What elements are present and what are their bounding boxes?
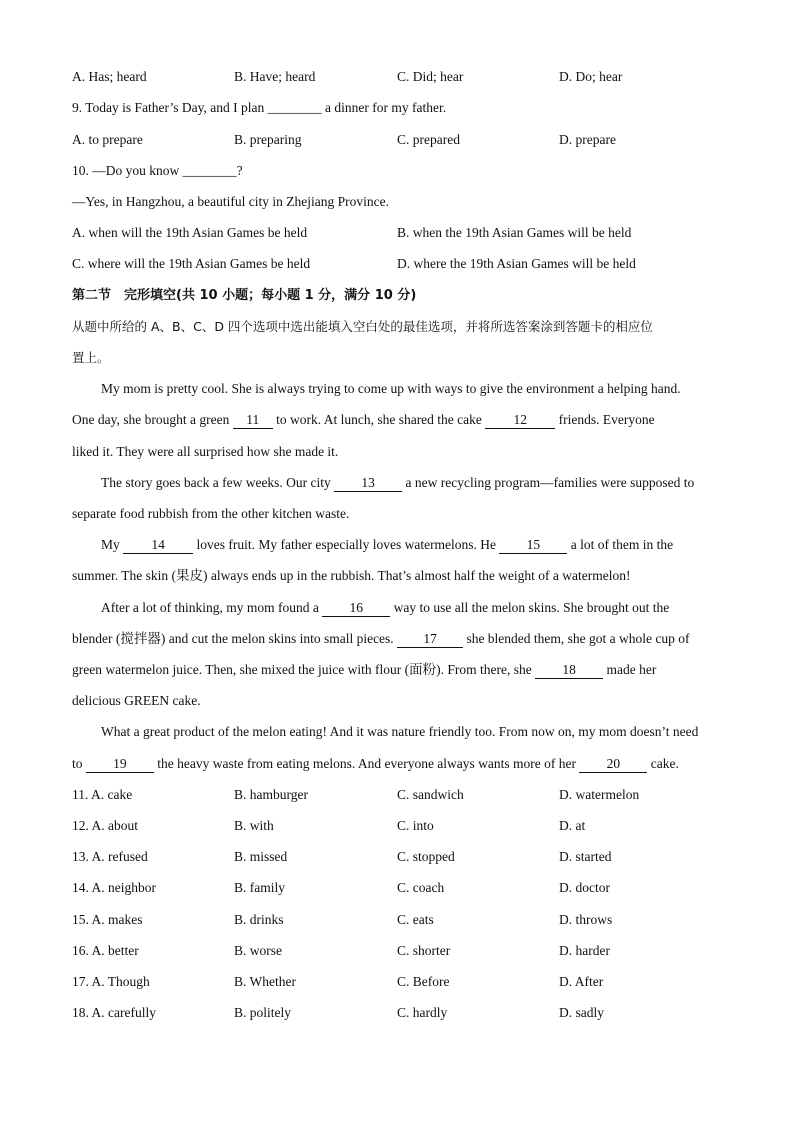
passage-line: green watermelon juice. Then, she mixed the juice with flour (面粉). From there, she 18 made her	[72, 662, 657, 677]
option-b: B. politely	[234, 1005, 291, 1020]
passage-line: What a great product of the melon eating! And it was nature friendly too. From now on, my mom doesn’t need	[101, 724, 699, 739]
passage-line: to 19 the heavy waste from eating melons. And everyone always wants more of her 20 cake.	[72, 756, 679, 771]
option-a: 18. A. carefully	[72, 1005, 156, 1020]
passage-line: blender (搅拌器) and cut the melon skins into small pieces. 17 she blended them, she got a whole cup of	[72, 631, 690, 646]
section-instruction: 从题中所给的 A、B、C、D 四个选项中选出能填入空白处的最佳选项，并将所选答案涂到答题卡的相应位	[72, 319, 653, 334]
option-c: C. shorter	[397, 943, 451, 958]
q8-options	[72, 69, 732, 85]
option-b: B. drinks	[234, 912, 284, 927]
option-d: D. harder	[559, 943, 610, 958]
question-row	[72, 818, 732, 834]
option-c: C. stopped	[397, 849, 455, 864]
option-a: 12. A. about	[72, 818, 138, 833]
option-b: B. missed	[234, 849, 288, 864]
option-a: A. to prepare	[72, 132, 143, 147]
option-d: D. where the 19th Asian Games will be held	[397, 256, 636, 271]
option-c: C. Before	[397, 974, 450, 989]
option-c: C. eats	[397, 912, 434, 927]
option-b: B. when the 19th Asian Games will be held	[397, 225, 632, 240]
blank-13: 13	[334, 476, 402, 492]
option-b: B. preparing	[234, 132, 302, 147]
blank-12: 12	[485, 413, 555, 429]
option-d: D. throws	[559, 912, 613, 927]
q9-options	[72, 132, 732, 148]
option-c: C. Did; hear	[397, 69, 464, 84]
option-c: C. hardly	[397, 1005, 448, 1020]
q9-stem: 9. Today is Father’s Day, and I plan ________ a dinner for my father.	[72, 100, 447, 115]
option-d: D. sadly	[559, 1005, 604, 1020]
option-a: A. Has; heard	[72, 69, 147, 84]
option-c: C. sandwich	[397, 787, 464, 802]
option-d: D. After	[559, 974, 604, 989]
option-d: D. watermelon	[559, 787, 640, 802]
option-a: 11. A. cake	[72, 787, 133, 802]
passage-line: summer. The skin (果皮) always ends up in the rubbish. That’s almost half the weight of a watermelon!	[72, 568, 631, 583]
q10-reply: —Yes, in Hangzhou, a beautiful city in Zhejiang Province.	[72, 194, 389, 209]
option-a: 15. A. makes	[72, 912, 143, 927]
option-b: B. hamburger	[234, 787, 308, 802]
option-b: B. with	[234, 818, 274, 833]
option-d: D. Do; hear	[559, 69, 623, 84]
q10-options-row1	[72, 225, 732, 241]
option-d: D. at	[559, 818, 586, 833]
passage-line: After a lot of thinking, my mom found a 16 way to use all the melon skins. She brought out the	[101, 600, 670, 615]
passage-line: My 14 loves fruit. My father especially loves watermelons. He 15 a lot of them in the	[101, 537, 674, 552]
section-title: 第二节 完形填空(共 10 小题；每小题 1 分，满分 10 分)	[72, 288, 417, 303]
option-c: C. where will the 19th Asian Games be held	[72, 256, 311, 271]
option-a: 14. A. neighbor	[72, 880, 156, 895]
blank-19: 19	[86, 757, 154, 773]
q10-options-row2	[72, 256, 732, 272]
option-c: C. into	[397, 818, 434, 833]
blank-16: 16	[322, 601, 390, 617]
question-row	[72, 943, 732, 959]
option-c: C. coach	[397, 880, 445, 895]
question-row	[72, 912, 732, 928]
blank-20: 20	[579, 757, 647, 773]
option-d: D. doctor	[559, 880, 610, 895]
question-row	[72, 880, 732, 896]
option-a: 13. A. refused	[72, 849, 148, 864]
blank-14: 14	[123, 538, 193, 554]
question-row	[72, 974, 732, 990]
section-instruction-cont: 置上。	[72, 350, 110, 365]
passage-line: The story goes back a few weeks. Our city 13 a new recycling program—families were supposed to	[101, 475, 695, 490]
option-b: B. Whether	[234, 974, 296, 989]
passage-line: separate food rubbish from the other kitchen waste.	[72, 506, 350, 521]
passage-line: My mom is pretty cool. She is always trying to come up with ways to give the environment a helping hand.	[101, 381, 681, 396]
option-d: D. prepare	[559, 132, 616, 147]
option-b: B. worse	[234, 943, 282, 958]
question-row	[72, 787, 732, 803]
option-a: 17. A. Though	[72, 974, 150, 989]
blank-11: 11	[233, 413, 273, 429]
question-row	[72, 1005, 732, 1021]
passage-line: delicious GREEN cake.	[72, 693, 201, 708]
passage-line: One day, she brought a green 11 to work. At lunch, she shared the cake 12 friends. Everyone	[72, 412, 655, 427]
option-b: B. Have; heard	[234, 69, 316, 84]
q10-stem: 10. —Do you know ________?	[72, 163, 243, 178]
option-a: A. when will the 19th Asian Games be held	[72, 225, 308, 240]
option-a: 16. A. better	[72, 943, 139, 958]
question-row	[72, 849, 732, 865]
blank-17: 17	[397, 632, 463, 648]
passage-line: liked it. They were all surprised how she made it.	[72, 444, 339, 459]
blank-18: 18	[535, 663, 603, 679]
option-c: C. prepared	[397, 132, 460, 147]
option-b: B. family	[234, 880, 285, 895]
blank-15: 15	[499, 538, 567, 554]
option-d: D. started	[559, 849, 612, 864]
answer-blank: ________	[267, 100, 322, 115]
